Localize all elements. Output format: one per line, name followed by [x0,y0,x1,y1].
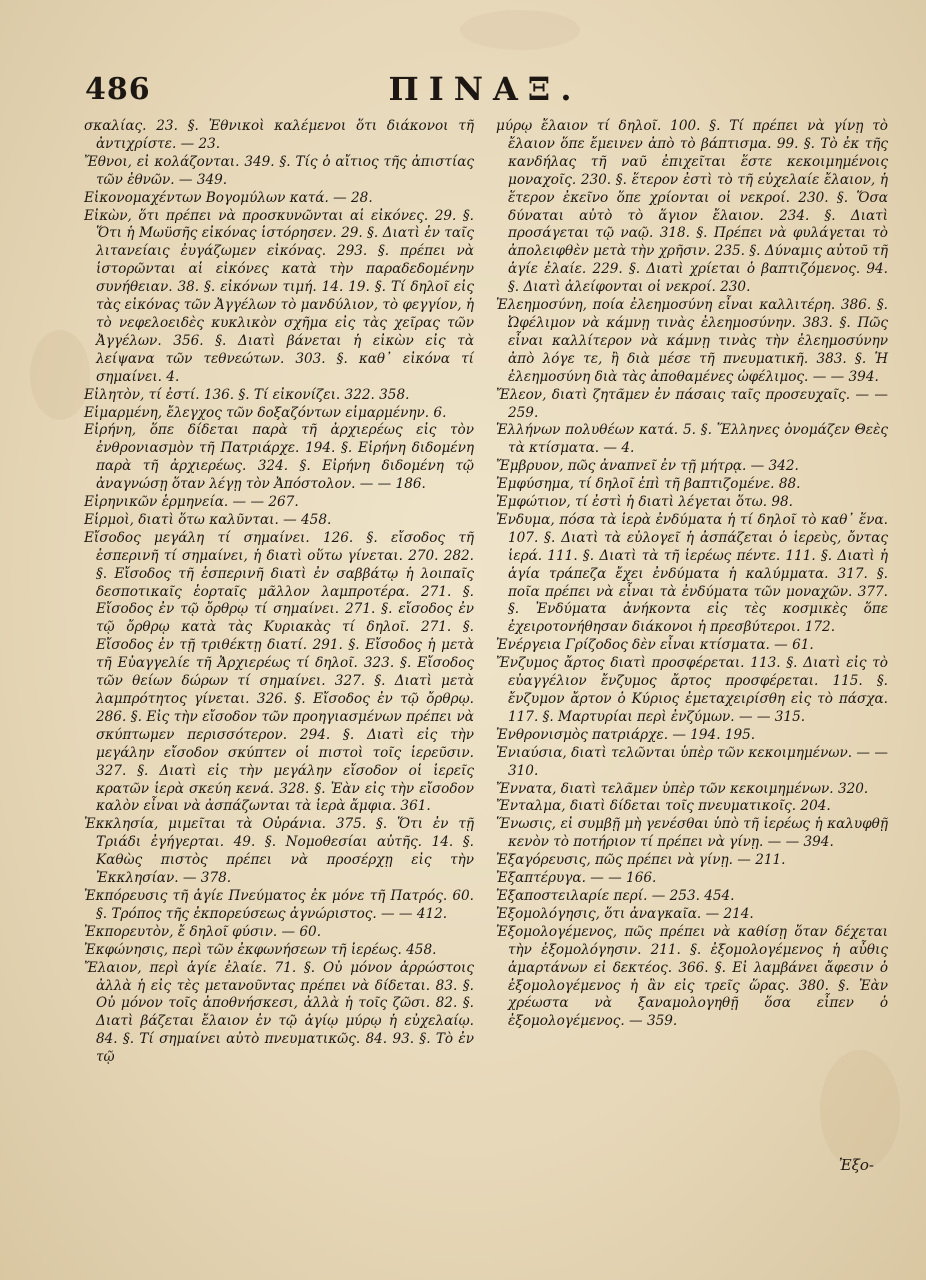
foxing-stain [820,1050,900,1170]
index-entry: Εἴσοδος μεγάλη τί σημαίνει. 126. §. εἴσοδος τῆ ἑσπερινῆ τί σημαίνει, ἡ διατὶ οὕτω γίνεται. 270. 282. §. Εἴσοδος τῆ ἑσπερινῆ διατὶ ἐν σαββάτῳ ἡ λοιπαῖς δεσποτικαῖς ἑορταῖς μᾶλλον λαμπροτέρα. 271. §. Εἴσοδος ἐν τῷ ὄρθρῳ τί σημαίνει. 271. §. εἴσοδος ἐν τῷ ὄρθρῳ κατὰ τὰς Κυριακὰς τί δηλοῖ. 271. §. Εἴσοδος ἐν τῇ τριθέκτῃ διατί. 291. §. Εἴσοδος ἡ μετὰ τῆ Εὐαγγελίε τῆ Ἀρχιερέως τί δηλοῖ. 323. §. Εἴσοδος τῶν θείων δώρων τί σημαίνει. 327. §. Διατὶ μετὰ λαμπρότητος γίνεται. 326. §. Εἴσοδος ἐν τῷ ὄρθρῳ. 286. §. Εἰς τὴν εἴσοδον τῶν προηγιασμένων πρέπει νὰ σκύπτωμεν περισσότερον. 294. §. Διατὶ εἰς τὴν μεγάλην εἴσοδον σκύπτεν οἱ πιστοὶ τοῖς ἱερεῦσιν. 327. §. Διατὶ εἰς τὴν μεγάλην εἴσοδον οἱ ἱερεῖς κρατῶν ἱερὰ σκεύη κενά. 328. §. Ἐὰν εἰς τὴν εἴσοδον καλὸν εἶναι νὰ ἀσπάζωνται τὰ ἱερὰ ἄμφια. 361. [84,529,474,815]
index-entry: Ἐκπορευτὸν, ἔ δηλοῖ φύσιν. — 60. [84,923,322,940]
catchword: Ἐξο- [838,1156,874,1174]
page-number: 486 [85,72,151,107]
index-entry: Ἔλαιον, περὶ ἁγίε ἐλαίε. 71. §. Οὐ μόνον ἀρρώστοις ἀλλὰ ἡ εἰς τὲς μετανοῦντας πρέπει νὰ δίδεται. 83. §. Οὐ μόνον τοῖς ἀποθνήσκεσι, ἀλλὰ ἡ τοῖς ζῶσι. 82. §. Διατὶ βάζεται ἔλαιον ἐν τῷ ἁγίῳ μύρῳ ἡ εὐχελαίῳ. 84. §. Τί σημαίνει αὐτὸ πνευματικῶς. 84. 93. §. Τὸ ἐν τῷ [84,959,474,1066]
index-entry: Εἱμαρμένη, ἔλεγχος τῶν δοξαζόντων εἱμαρμένην. 6. [84,404,447,421]
foxing-stain [460,10,580,50]
index-entry: Εἰλητὸν, τί ἐστί. 136. §. Τί εἰκονίζει. 322. 358. [84,386,410,403]
index-entry: Ἔλεον, διατὶ ζητᾶμεν ἐν πάσαις ταῖς προσευχαῖς. — — 259. [496,386,888,421]
index-entry: μύρῳ ἔλαιον τί δηλοῖ. 100. §. Τί πρέπει νὰ γίνῃ τὸ ἔλαιον ὅπε ἔμεινεν ἀπὸ τὸ βάπτισμα. 99. §. Τὸ ἐκ τῆς κανδήλας τῆ ναῦ ἐπιχεῖται ἕστε κεκοιμημένοις μοναχοῖς. 230. §. ἕτερον ἐστὶ τὸ τῆ εὐχελαίε ἔλαιον, ἡ ἕτερον ἐκεῖνο ὅπε χρίονται οἱ νεκροί. 230. §. Ὅσα δύναται αὐτὸ τὸ ἅγιον ἔλαιον. 234. §. Διατὶ προσάγεται τῷ ναῷ. 318. §. Πρέπει νὰ φυλάγεται τὸ ἀπολειφθὲν μετὰ τὴν χρῆσιν. 235. §. Δύναμις αὐτοῦ τῆ ἁγίε ἐλαίε. 229. §. Διατὶ χρίεται ὁ βαπτιζόμενος. 94. §. Διατὶ ἀλείφονται οἱ νεκροί. 230. [496,118,888,296]
foxing-stain [30,330,90,420]
page-header [85,60,885,110]
index-entry: Ἔνταλμα, διατὶ δίδεται τοῖς πνευματικοῖς. 204. [496,798,831,815]
index-entry: Εἰρηνικῶν ἑρμηνεία. — — 267. [84,494,299,511]
index-entry: Ἔννατα, διατὶ τελᾶμεν ὑπὲρ τῶν κεκοιμημένων. 320. [496,780,869,797]
index-entry: Εἱρμοὶ, διατὶ ὅτω καλῦνται. — 458. [84,511,332,528]
index-entry: Εἰκὼν, ὅτι πρέπει νὰ προσκυνῶνται αἱ εἰκόνες. 29. §. Ὅτι ἡ Μωϋσῆς εἰκόνας ἱστόρησεν. 29. §. Διατὶ ἐν ταῖς λιτανείαις ἐυγάζωμεν εἰκόνας. 293. §. πρέπει νὰ ἱστορῶνται αἱ εἰκόνες κατὰ τὴν παραδεδομένην συνήθειαν. 38. §. εἰκόνων τιμή. 14. 19. §. Τί δηλοῖ εἰς τὰς εἰκόνας τῶν Ἀγγέλων τὸ μανδύλιον, τὸ φεγγίον, ἡ τὸ νεφελοειδὲς κυκλικὸν σχῆμα εἰς τὰς χεῖρας τῶν Ἀγγέλων. 356. §. Διατὶ βάνεται ἡ εἰκὼν εἰς τὰ λείψανα τῶν τεθνεώτων. 303. §. καθ᾽ εἰκόνα τί σημαίνει. 4. [84,207,475,385]
index-column-left [84,118,474,1067]
index-entry: Ἐκπόρευσις τῆ ἁγίε Πνεύματος ἐκ μόνε τῆ Πατρός. 60. §. Τρόπος τῆς ἐκπορεύσεως ἀγνώριστος. — — 412. [84,887,474,922]
index-entry: Ἐνέργεια Γρίζοδος δὲν εἶναι κτίσματα. — 61. [496,637,814,654]
index-entry: Ἐμφώτιον, τί ἐστὶ ἡ διατὶ λέγεται ὅτω. 98. [496,494,793,511]
index-entry: Ἐνθρονισμὸς πατριάρχε. — 194. 195. [496,726,756,743]
index-entry: Εἰρήνη, ὅπε δίδεται παρὰ τῆ ἀρχιερέως εἰς τὸν ἐνθρονιασμὸν τῆ Πατριάρχε. 194. §. Εἰρήνη διδομένη παρὰ τῆ ἀρχιερέως. 324. §. Εἰρήνη διδομένη τῷ ἀναγνώσῃ ὅταν λέγῃ τὸν Ἀπόστολον. — — 186. [84,422,474,493]
index-entry: Ἐκκλησία, μιμεῖται τὰ Οὐράνια. 375. §. Ὅτι ἐν τῇ Τριάδι ἐγήγερται. 49. §. Νομοθεσίαι αὐτῆς. 14. §. Καθὼς πιστὸς πρέπει νὰ προσέρχῃ εἰς τὴν Ἐκκλησίαν. — 378. [84,816,474,887]
index-entry: Ἐξομολογέμενος, πῶς πρέπει νὰ καθίσῃ ὅταν δέχεται τὴν ἐξομολόγησιν. 211. §. ἐξομολογέμενος ἡ αὖθις ἁμαρτάνων εἰ δεκτέος. 366. §. Εἰ λαμβάνει ἄφεσιν ὁ ἐξομολογέμενος ἡ ἂν εἰς τρεῖς ὥρας. 380. §. Ἐὰν χρέωστα νὰ ξαναμολογηθῇ ὅσα εἶπεν ὁ ἐξομολογέμενος. — 359. [496,923,888,1030]
index-entry: σκαλίας. 23. §. Ἐθνικοὶ καλέμενοι ὅτι διάκονοι τῆ ἀντιχρίστε. — 23. [84,118,474,152]
index-entry: Ἐλεημοσύνη, ποία ἐλεημοσύνη εἶναι καλλιτέρη. 386. §. Ὠφέλιμον νὰ κάμνῃ τινὰς ἐλεημοσύνην. 383. §. Πῶς εἶναι καλλίτερον νὰ κάμνῃ τινὰς τὴν ἐλεημοσύνην ἀπὸ λόγε τε, ἢ διὰ μέσε τῆ πνευματικῆ. 383. §. Ἡ ἐλεημοσύνη διὰ τὰς ἀποθαμένες ὠφέλιμος. — — 394. [496,297,888,385]
running-title: ΠΙΝΑΞ. [388,70,582,108]
index-entry: Εἰκονομαχέντων Βογομύλων κατά. — 28. [84,189,373,206]
index-entry: Ἕνωσις, εἰ συμβῇ μὴ γενέσθαι ὑπὸ τῆ ἱερέως ἡ καλυφθῇ κενὸν τὸ ποτήριον τί πρέπει νὰ γίνῃ. — — 394. [496,816,888,851]
index-entry: Ἔνζυμος ἄρτος διατὶ προσφέρεται. 113. §. Διατὶ εἰς τὸ εὐαγγέλιον ἔνζυμος ἄρτος προσφέρεται. 115. §. ἔνζυμον ἄρτον ὁ Κύριος ἐμεταχειρίσθη εἰς τὸ πάσχα. 117. §. Μαρτυρίαι περὶ ἐνζύμων. — — 315. [496,655,888,725]
index-entry: Ἔθνοι, εἰ κολάζονται. 349. §. Τίς ὁ αἴτιος τῆς ἀπιστίας τῶν ἐθνῶν. — 349. [84,153,474,188]
index-entry: Ἐξαποστειλαρίε περί. — 253. 454. [496,887,735,904]
index-column-right [496,118,888,1031]
index-entry: Ἐνδυμα, πόσα τὰ ἱερὰ ἐνδύματα ἡ τί δηλοῖ τὸ καθ᾽ ἕνα. 107. §. Διατὶ τὰ εὐλογεῖ ἡ ἀσπάζεται ὁ ἱερεὺς, ὄντας ἱερά. 111. §. Διατὶ τὰ τῆ ἱερέως πέντε. 111. §. Διατὶ ἡ ἁγία τράπεζα ἔχει ἐνδύματα ἡ καλύμματα. 317. §. ποῖα πρέπει νὰ εἶναι τὰ ἐνδύματα τῶν μοναχῶν. 377. §. Ἐνδύματα ἀνήκοντα εἰς τὲς κοσμικὲς ὅπε ἐχειροτονήθησαν διάκονοι ἡ πρεσβύτεροι. 172. [496,511,888,636]
index-entry: Ἑλλήνων πολυθέων κατά. 5. §. Ἕλληνες ὀνομάζεν Θεὲς τὰ κτίσματα. — 4. [496,422,888,457]
index-entry: Ἔμβρυον, πῶς ἀναπνεῖ ἐν τῇ μήτρᾳ. — 342. [496,458,799,475]
index-entry: Ἐξαγόρευσις, πῶς πρέπει νὰ γίνῃ. — 211. [496,852,786,869]
index-entry: Ἐξαπτέρυγα. — — 166. [496,870,657,887]
index-entry: Ἐκφώνησις, περὶ τῶν ἐκφωνήσεων τῆ ἱερέως. 458. [84,941,437,958]
index-entry: Ἐμφύσημα, τί δηλοῖ ἐπὶ τῆ βαπτιζομένε. 88. [496,476,801,493]
index-entry: Ἐνιαύσια, διατὶ τελῶνται ὑπὲρ τῶν κεκοιμημένων. — — 310. [496,744,888,779]
index-entry: Ἐξομολόγησις, ὅτι ἀναγκαῖα. — 214. [496,905,754,922]
